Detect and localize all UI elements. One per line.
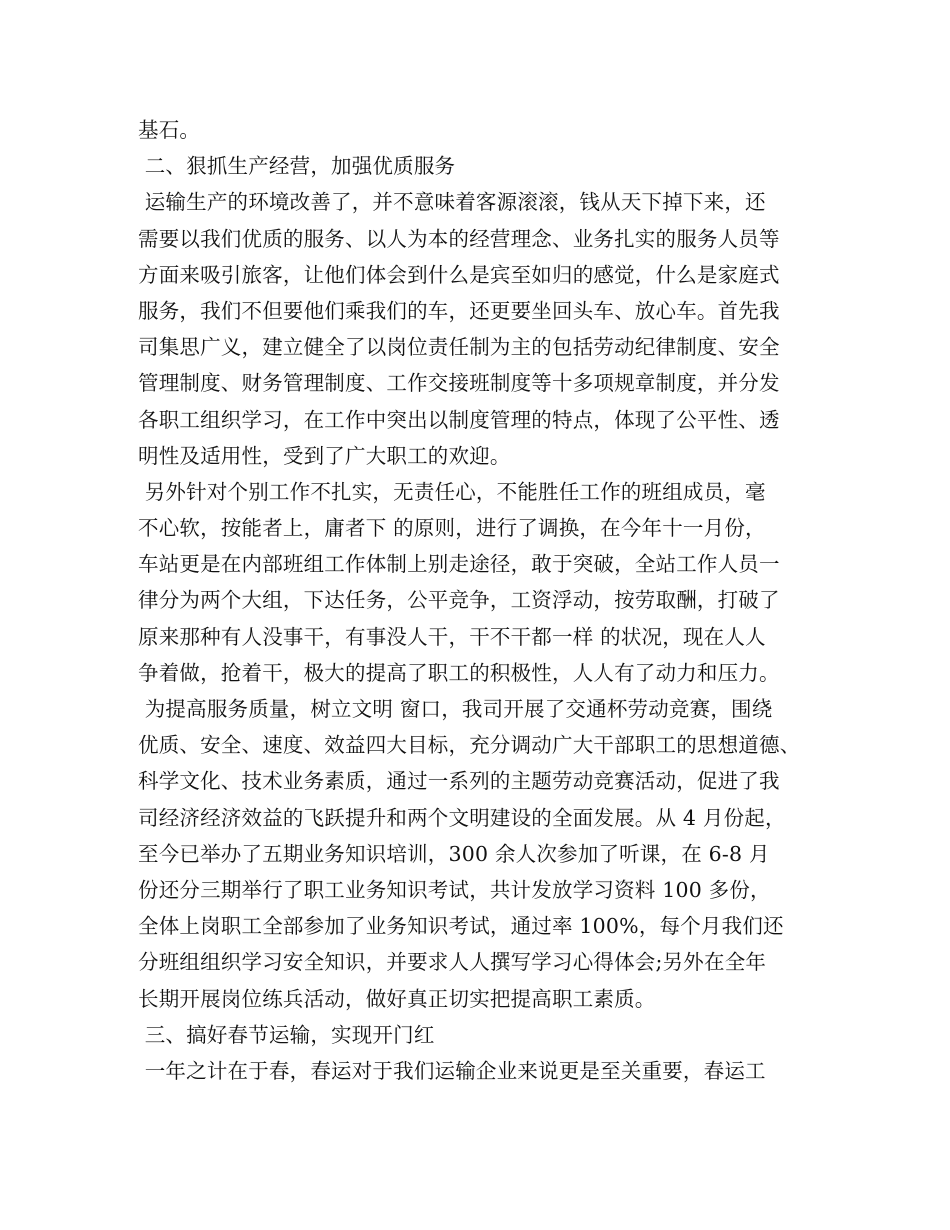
text-line: 运输生产的环境改善了，并不意味着客源滚滚，钱从天下掉下来，还 xyxy=(138,190,766,215)
text-line: 分班组组织学习安全知识，并要求人人撰写学习心得体会;另外在全年 xyxy=(138,950,767,975)
text-line: 司集思广义，建立健全了以岗位责任制为主的包括劳动纪律制度、安全 xyxy=(138,335,780,360)
text-line: 律分为两个大组，下达任务，公平竞争，工资浮动，按劳取酬，打破了 xyxy=(138,588,780,613)
text-line: 需要以我们优质的服务、以人为本的经营理念、业务扎实的服务人员等 xyxy=(138,226,780,251)
text-line: 方面来吸引旅客，让他们体会到什么是宾至如归的感觉，什么是家庭式 xyxy=(138,262,780,287)
text-line: 另外针对个别工作不扎实，无责任心，不能胜任工作的班组成员，毫 xyxy=(138,479,766,504)
text-line: 优质、安全、速度、效益四大目标，充分调动广大干部职工的思想道德、 xyxy=(138,733,801,758)
text-line: 管理制度、财务管理制度、工作交接班制度等十多项规章制度，并分发 xyxy=(138,371,780,396)
text-line: 各职工组织学习，在工作中突出以制度管理的特点，体现了公平性、透 xyxy=(138,407,780,432)
text-line: 不心软，按能者上，庸者下 的原则，进行了调换，在今年十一月份， xyxy=(138,516,766,541)
text-line: 服务，我们不但要他们乘我们的车，还更要坐回头车、放心车。首先我 xyxy=(138,298,780,323)
text-line: 基石。 xyxy=(138,118,201,142)
text-line: 份还分三期举行了职工业务知识考试，共计发放学习资料 100 多份， xyxy=(138,877,771,902)
text-line: 车站更是在内部班组工作体制上别走途径，敢于突破，全站工作人员一 xyxy=(138,552,780,577)
text-line: 一年之计在于春，春运对于我们运输企业来说更是至关重要，春运工 xyxy=(138,1058,766,1083)
text-line: 长期开展岗位练兵活动，做好真正切实把提高职工素质。 xyxy=(138,986,656,1011)
section-heading: 二、狠抓生产经营，加强优质服务 xyxy=(138,154,456,179)
body-text xyxy=(138,112,838,1089)
text-line: 争着做，抢着干，极大的提高了职工的积极性，人人有了动力和压力。 xyxy=(138,660,780,685)
section-heading: 三、搞好春节运输，实现开门红 xyxy=(138,1022,435,1047)
text-line: 全体上岗职工全部参加了业务知识考试，通过率 100%，每个月我们还 xyxy=(138,914,784,939)
text-line: 为提高服务质量，树立文明 窗口，我司开展了交通杯劳动竞赛，围绕 xyxy=(138,697,773,721)
text-line: 明性及适用性，受到了广大职工的欢迎。 xyxy=(138,443,511,468)
text-line: 司经济经济效益的飞跃提升和两个文明建设的全面发展。从 4 月份起， xyxy=(138,805,786,830)
text-line: 至今已举办了五期业务知识培训，300 余人次参加了听课，在 6-8 月 xyxy=(138,841,770,866)
text-line: 科学文化、技术业务素质，通过一系列的主题劳动竞赛活动，促进了我 xyxy=(138,769,780,794)
text-line: 原来那种有人没事干，有事没人干，干不干都一样 的状况，现在人人 xyxy=(138,624,766,649)
